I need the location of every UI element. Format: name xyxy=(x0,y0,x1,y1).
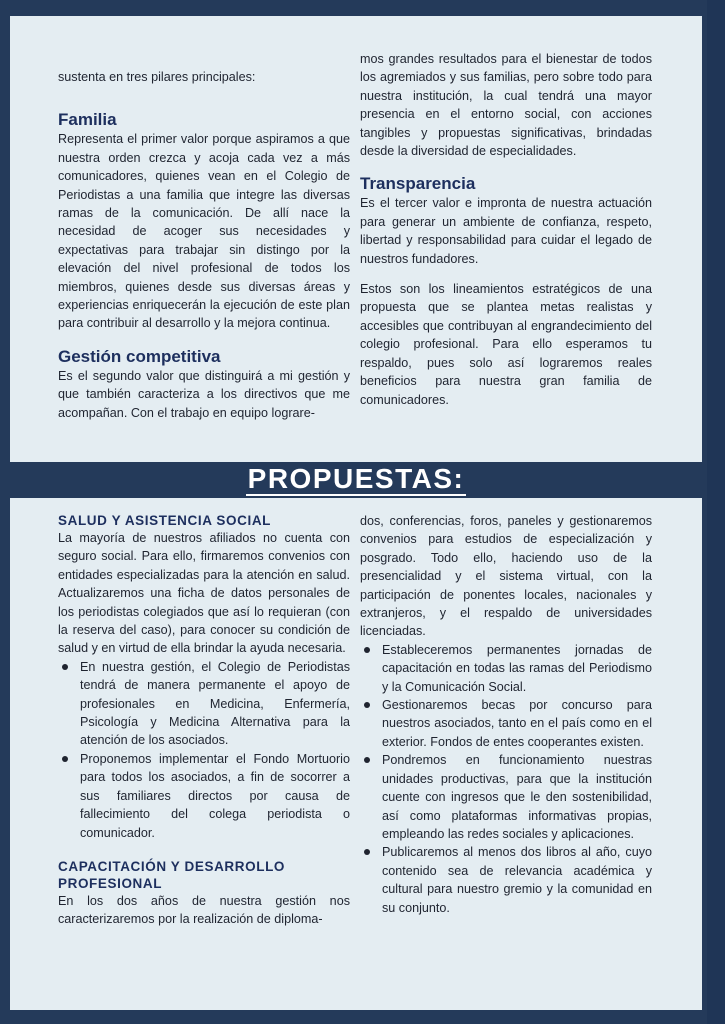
transparencia-heading: Transparencia xyxy=(360,174,476,194)
bullet-icon xyxy=(62,664,68,670)
gestion-text: Es el segundo valor que distinguirá a mi gestión y que también caracteriza a los directivos que me acompañan. Con el trabajo en equipo lograre- xyxy=(58,368,350,420)
list-item-text: Publicaremos al menos dos libros al año, cuyo contenido sea de relevancia académica y cultural para nuestro gremio y la comunidad en su conjunto. xyxy=(382,845,652,915)
list-item xyxy=(58,750,350,842)
propuestas-title: PROPUESTAS: xyxy=(247,463,465,494)
bullet-icon xyxy=(364,849,370,855)
list-item xyxy=(360,843,652,917)
list-item xyxy=(360,696,652,751)
familia-text: Representa el primer valor porque aspiramos a que nuestra orden crezca y acoja cada vez a más comunicadores, quienes vean en el Colegio de Periodistas a una familia que integre las diversas ramas de la comunicación. De allí nace la necesidad de acoger sus necesidades y expectativas para trabajar sin distingo por la elevación del nivel profesional de todos los miembros, quienes desde sus diversas áreas y experiencias enriquecerán la ejecución de este plan para contribuir al desarrollo y la mejora continua. xyxy=(58,132,350,331)
bullet-icon xyxy=(364,647,370,653)
page-edge xyxy=(707,0,725,1024)
list-item-text: Gestionaremos becas por concurso para nuestros asociados, tanto en el país como en el exterior. Fondos de entes cooperantes existen. xyxy=(382,698,652,749)
bullet-icon xyxy=(364,702,370,708)
closing-text: Estos son los lineamientos estratégicos de una propuesta que se plantea metas realistas y accesibles que contribuyan al engrandecimiento del colegio profesional. Para ello esperamos tu respaldo, pues solo así lograremos reales beneficios para nuestra gran familia de comunicadores. xyxy=(360,282,652,407)
list-item-text: Proponemos implementar el Fondo Mortuorio para todos los asociados, a fin de socorrer a sus familiares directos por causa de fallecimiento del colega periodista o comunicador. xyxy=(80,751,350,840)
principles-panel xyxy=(10,16,702,462)
salud-text: La mayoría de nuestros afiliados no cuenta con seguro social. Para ello, firmaremos convenios con entidades especializadas para la atención en salud. Actualizaremos una ficha de datos personales de los periodistas colegiados que así lo requieran (con la reserva del caso), para conocer su condición de salud y en virtud de ella brindar la ayuda necesaria. xyxy=(58,531,350,656)
list-item xyxy=(360,751,652,843)
capacitacion-heading xyxy=(58,858,350,892)
list-item xyxy=(58,658,350,750)
gestion-heading: Gestión competitiva xyxy=(58,346,221,366)
list-item xyxy=(360,641,652,696)
proposals-left-column xyxy=(58,512,350,929)
bullet-icon xyxy=(62,756,68,762)
list-item-text: Pondremos en funcionamiento nuestras unidades productivas, para que la institución cuente con ingresos que le den sostenibilidad, así como plataformas informativas propias, empleando las redes sociales y aplicaciones. xyxy=(382,753,652,841)
transparencia-text: Es el tercer valor e impronta de nuestra actuación para generar un ambiente de confianza, respeto, libertad y responsabilidad para cuidar el legado de nuestros fundadores. xyxy=(360,196,652,266)
propuestas-banner xyxy=(10,462,702,498)
capacitacion-heading-line2: PROFESIONAL xyxy=(58,875,163,891)
capacitacion-text: En los dos años de nuestra gestión nos caracterizaremos por la realización de diploma- xyxy=(58,893,350,927)
capacitacion-bullet-list xyxy=(360,641,652,917)
capacitacion-heading-line1: CAPACITACIÓN Y DESARROLLO xyxy=(58,858,286,874)
intro-text: sustenta en tres pilares principales: xyxy=(58,70,256,84)
list-item-text: Estableceremos permanentes jornadas de capacitación en todas las ramas del Periodismo y la Comunicación Social. xyxy=(382,642,652,694)
continuation-text: mos grandes resultados para el bienestar de todos los agremiados y sus familias, pero sobre todo para nuestra institución, la cual tendrá una mayor presencia en el entorno social, con acciones tangibles y propuestas significativas, brindadas desde la diversidad de especialidades. xyxy=(360,52,652,159)
proposals-panel xyxy=(10,498,702,1010)
bullet-icon xyxy=(364,757,370,763)
capacitacion-continuation: dos, conferencias, foros, paneles y gestionaremos convenios para estudios de especialización y posgrado. Todo ello, haciendo uso de la presencialidad y el sistema virtual, con la participación de ponentes locales, nacionales y extranjeros, y el respaldo de universidades licenciadas. xyxy=(360,514,652,639)
salud-heading: SALUD Y ASISTENCIA SOCIAL xyxy=(58,513,272,528)
familia-heading: Familia xyxy=(58,110,117,130)
proposals-right-column xyxy=(360,512,652,929)
principles-right-column xyxy=(360,50,652,422)
principles-left-column xyxy=(58,68,350,422)
list-item-text: En nuestra gestión, el Colegio de Periodistas tendrá de manera permanente el apoyo de profesionales en Medicina, Enfermería, Psicología y Medicina Alternativa para la atención de los asociados. xyxy=(80,659,350,748)
salud-bullet-list xyxy=(58,658,350,842)
